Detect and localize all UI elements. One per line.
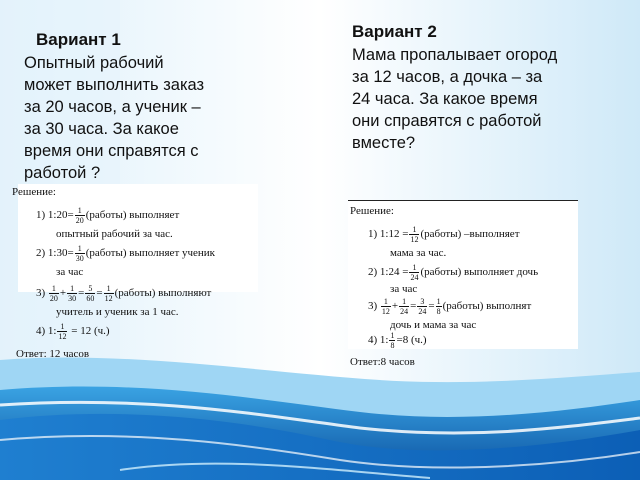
variant-1-answer: Ответ: 12 часов xyxy=(16,348,90,360)
task-line: может выполнить заказ xyxy=(24,76,205,94)
task-line: время они справятся с xyxy=(24,142,199,160)
solution-step-3-line2: дочь и мама за час xyxy=(390,319,477,331)
variant-1-solution xyxy=(12,184,258,292)
task-line: вместе? xyxy=(352,134,416,152)
task-line: Опытный рабочий xyxy=(24,54,164,72)
solution-step-3-line2: учитель и ученик за 1 час. xyxy=(56,306,179,318)
variant-2-title: Вариант 2 xyxy=(352,22,437,41)
solution-step-2-line2: за час xyxy=(56,266,84,278)
task-line: Мама пропалывает огород xyxy=(352,46,558,64)
variant-2-task xyxy=(352,44,624,154)
task-line: работой ? xyxy=(24,164,101,182)
solution-step-4: 4) 1: $\frac{1}{12}$ = 12 (ч.) xyxy=(36,322,110,341)
solution-step-2: 2) 1:24 = $\frac{1}{24}$ (работы) выполняет дочь xyxy=(368,263,539,282)
solution-heading: Решение: xyxy=(12,186,56,198)
variant-2-answer: Ответ:8 часов xyxy=(350,356,415,368)
solution-step-4: 4) 1: $\frac{1}{8}$ =8 (ч.) xyxy=(368,331,427,350)
solution-step-3: 3) $\frac{1}{20}$ + $\frac{1}{30}$ = $\frac{5}{60}$ = $\frac{1}{12}$ (работы) выполняют xyxy=(36,284,212,303)
solution-step-1: 1) 1:20= $\frac{1}{20}$ (работы) выполняет xyxy=(36,206,180,225)
variant-1-title: Вариант 1 xyxy=(36,30,121,49)
solution-step-2: 2) 1:30= $\frac{1}{30}$ (работы) выполняет ученик xyxy=(36,244,216,263)
variant-1-task xyxy=(24,52,284,184)
solution-step-3: 3) $\frac{1}{12}$ + $\frac{1}{24}$ = $\frac{3}{24}$ = $\frac{1}{8}$ (работы) выполнят xyxy=(368,297,532,316)
solution-step-1-line2: мама за час. xyxy=(390,247,447,259)
solution-step-1: 1) 1:12 = $\frac{1}{12}$ (работы) –выполняет xyxy=(368,225,520,244)
task-line: 24 часа. За какое время xyxy=(352,90,538,108)
solution-heading: Решение: xyxy=(350,205,394,217)
task-line: они справятся с работой xyxy=(352,112,542,130)
variant-2-solution xyxy=(348,200,578,349)
solution-step-2-line2: за час xyxy=(390,283,418,295)
task-line: за 30 часа. За какое xyxy=(24,120,179,138)
task-line: за 20 часов, а ученик – xyxy=(24,98,201,116)
task-line: за 12 часов, а дочка – за xyxy=(352,68,543,86)
solution-step-1-line2: опытный рабочий за час. xyxy=(56,228,173,240)
